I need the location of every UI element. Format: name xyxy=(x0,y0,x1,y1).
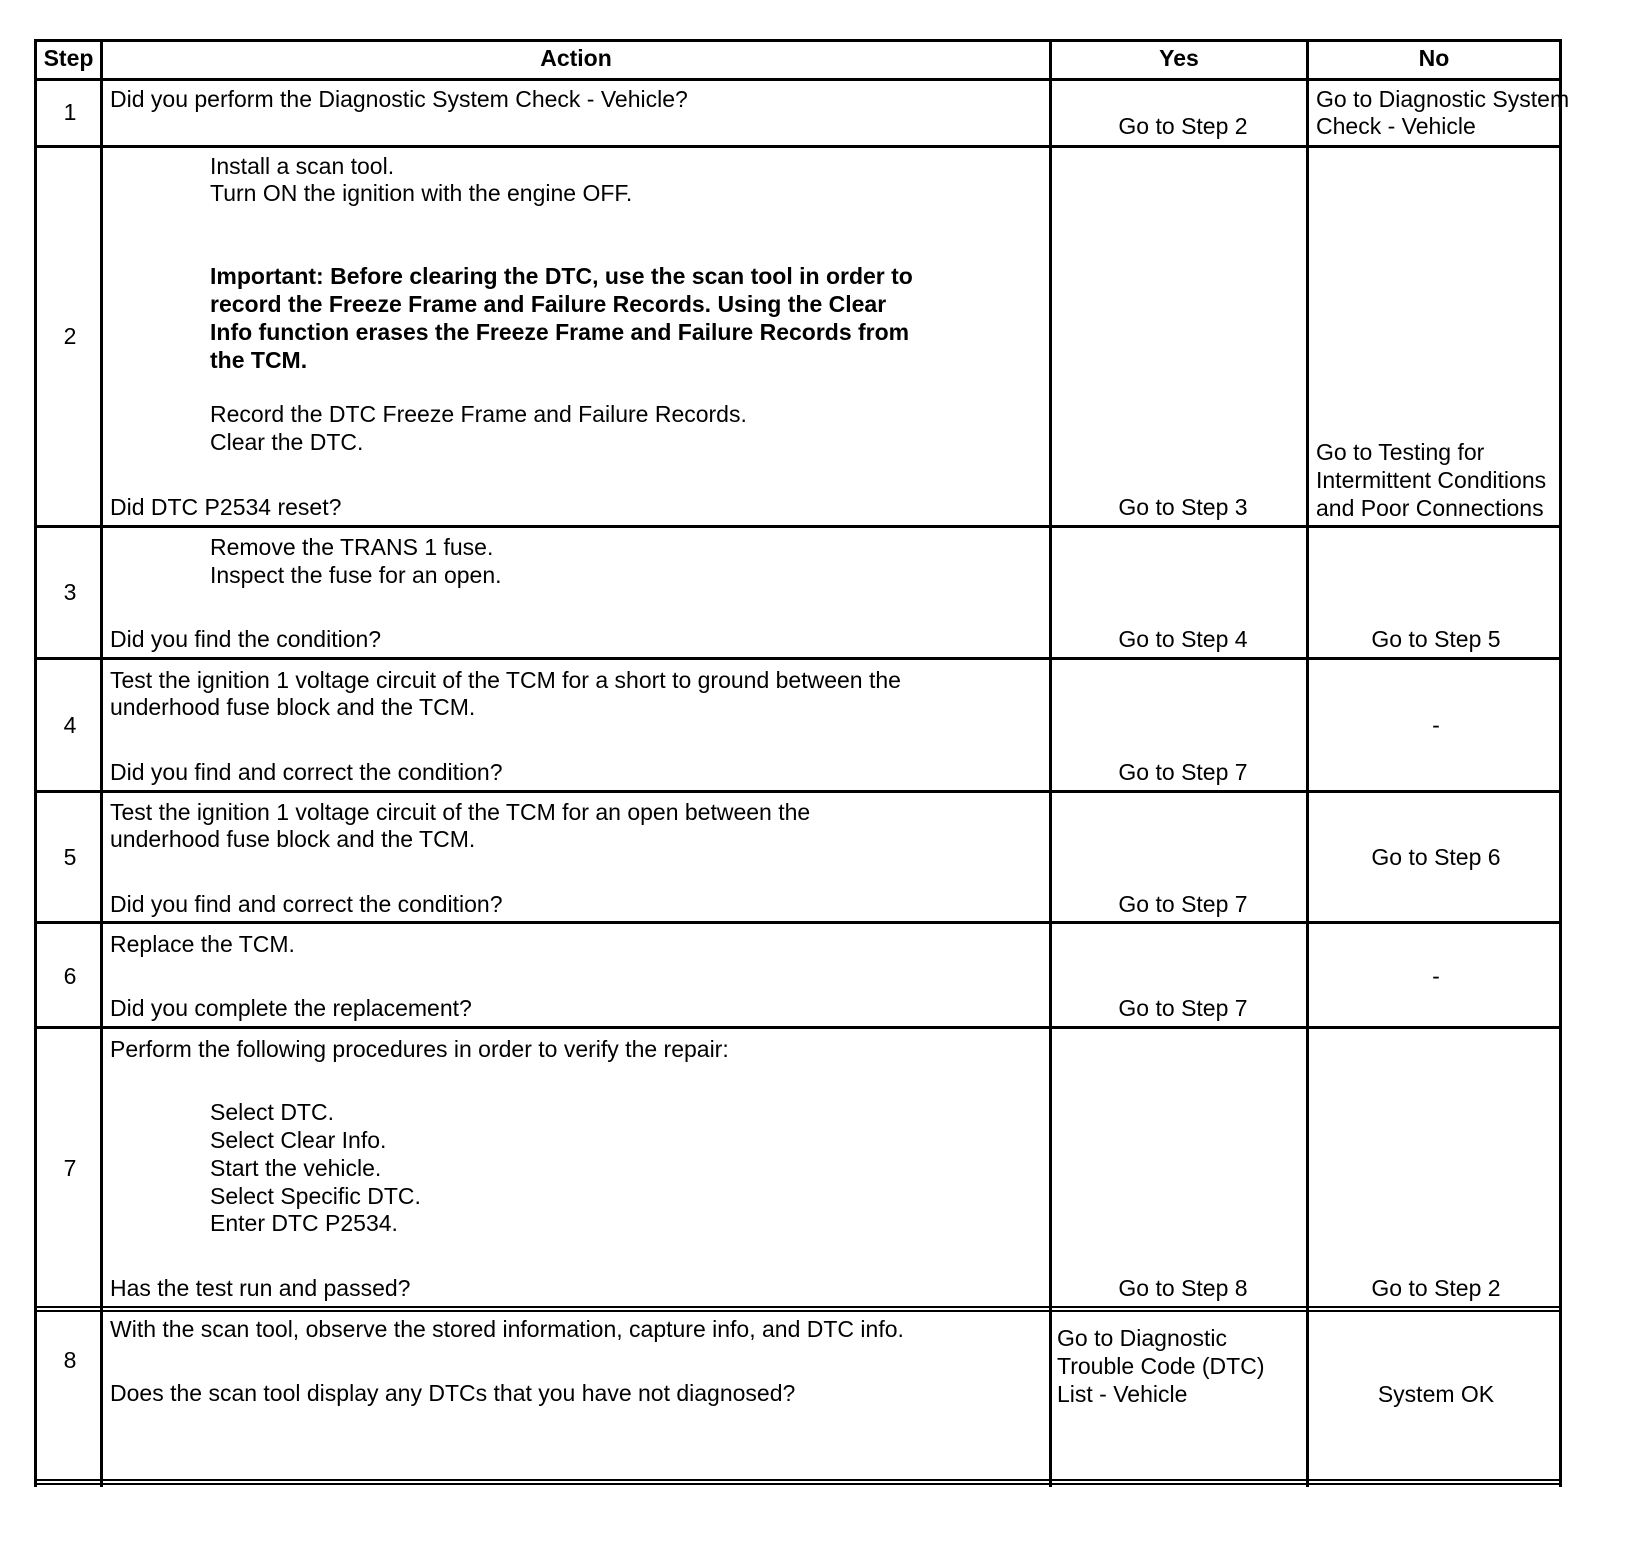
no-link: Check - Vehicle xyxy=(1316,113,1476,139)
no-link: Go to Step 6 xyxy=(1371,844,1501,870)
yes-link: Go to Diagnostic xyxy=(1057,1325,1228,1351)
table-border-top xyxy=(34,39,1562,42)
step-number: 6 xyxy=(63,963,77,989)
step-number: 1 xyxy=(63,99,77,125)
important-note: Important: Before clearing the DTC, use the scan tool in order to xyxy=(210,263,913,289)
yes-link: Go to Step 8 xyxy=(1118,1275,1248,1301)
yes-link: Go to Step 7 xyxy=(1118,759,1248,785)
question-text: Did you complete the replacement? xyxy=(110,995,472,1021)
question-text: Did you find the condition? xyxy=(110,626,382,652)
step-number: 5 xyxy=(63,844,77,870)
row-divider xyxy=(34,1026,1562,1029)
no-link: Go to Step 5 xyxy=(1371,626,1501,652)
yes-link: Go to Step 7 xyxy=(1118,995,1248,1021)
step-number: 2 xyxy=(63,323,77,349)
yes-link: Go to Step 7 xyxy=(1118,891,1248,917)
bullet-item: Turn ON the ignition with the engine OFF. xyxy=(210,180,633,206)
row-divider xyxy=(34,790,1562,793)
row-divider xyxy=(34,78,1562,81)
bullet-item: Start the vehicle. xyxy=(210,1155,382,1181)
no-link: - xyxy=(1432,963,1440,989)
step-number: 3 xyxy=(63,579,77,605)
row-divider xyxy=(34,145,1562,148)
step-number: 8 xyxy=(63,1347,77,1373)
col-divider xyxy=(100,39,103,1487)
action-text: Did you perform the Diagnostic System Check - Vehicle? xyxy=(110,86,688,112)
bullet-item: Select DTC. xyxy=(210,1099,334,1125)
col-divider xyxy=(1049,39,1052,1487)
step-number: 4 xyxy=(63,712,77,738)
diagnostic-table xyxy=(34,39,1570,1487)
no-link: System OK xyxy=(1377,1381,1495,1407)
step-number: 7 xyxy=(63,1155,77,1181)
yes-link: Go to Step 2 xyxy=(1118,113,1248,139)
important-note: the TCM. xyxy=(210,347,308,373)
bullet-item: Select Specific DTC. xyxy=(210,1183,421,1209)
important-note: Info function erases the Freeze Frame and Failure Records from xyxy=(210,319,910,345)
bullet-item: Clear the DTC. xyxy=(210,429,364,455)
row-divider xyxy=(34,921,1562,924)
bullet-item: Remove the TRANS 1 fuse. xyxy=(210,534,494,560)
bullet-item: Enter DTC P2534. xyxy=(210,1210,398,1236)
bullet-item: Install a scan tool. xyxy=(210,153,395,179)
no-link: - xyxy=(1432,712,1440,738)
action-text: underhood fuse block and the TCM. xyxy=(110,826,476,852)
action-text: Perform the following procedures in order to verify the repair: xyxy=(110,1036,729,1062)
bullet-item: Record the DTC Freeze Frame and Failure Records. xyxy=(210,401,747,427)
question-text: Has the test run and passed? xyxy=(110,1275,411,1301)
yes-link: List - Vehicle xyxy=(1057,1381,1188,1407)
no-link: Go to Step 2 xyxy=(1371,1275,1501,1301)
bullet-item: Select Clear Info. xyxy=(210,1127,387,1153)
question-text: Did you find and correct the condition? xyxy=(110,759,503,785)
yes-link: Go to Step 3 xyxy=(1118,494,1248,520)
action-text: underhood fuse block and the TCM. xyxy=(110,694,476,720)
question-text: Does the scan tool display any DTCs that you have not diagnosed? xyxy=(110,1380,796,1406)
action-text: With the scan tool, observe the stored information, capture info, and DTC info. xyxy=(110,1316,904,1342)
header-step: Step xyxy=(43,45,94,71)
question-text: Did DTC P2534 reset? xyxy=(110,494,342,520)
header-yes: Yes xyxy=(1159,45,1199,71)
question-text: Did you find and correct the condition? xyxy=(110,891,503,917)
row-divider-double xyxy=(34,1306,1562,1308)
row-divider xyxy=(34,657,1562,660)
bullet-item: Inspect the fuse for an open. xyxy=(210,562,502,588)
important-note: record the Freeze Frame and Failure Records. Using the Clear xyxy=(210,291,887,317)
row-divider xyxy=(34,525,1562,528)
no-link: and Poor Connections xyxy=(1316,495,1544,521)
col-border-left xyxy=(34,39,37,1487)
action-text: Replace the TCM. xyxy=(110,931,295,957)
no-link: Go to Diagnostic System xyxy=(1316,86,1570,112)
no-link: Go to Testing for xyxy=(1316,439,1485,465)
header-no: No xyxy=(1418,45,1450,71)
header-action: Action xyxy=(540,45,612,71)
col-border-right xyxy=(1559,39,1562,1487)
yes-link: Go to Step 4 xyxy=(1118,626,1248,652)
yes-link: Trouble Code (DTC) xyxy=(1057,1353,1265,1379)
table-border-bottom xyxy=(34,1479,1562,1481)
action-text: Test the ignition 1 voltage circuit of the TCM for an open between the xyxy=(110,799,811,825)
action-text: Test the ignition 1 voltage circuit of the TCM for a short to ground between the xyxy=(110,667,901,693)
no-link: Intermittent Conditions xyxy=(1316,467,1547,493)
